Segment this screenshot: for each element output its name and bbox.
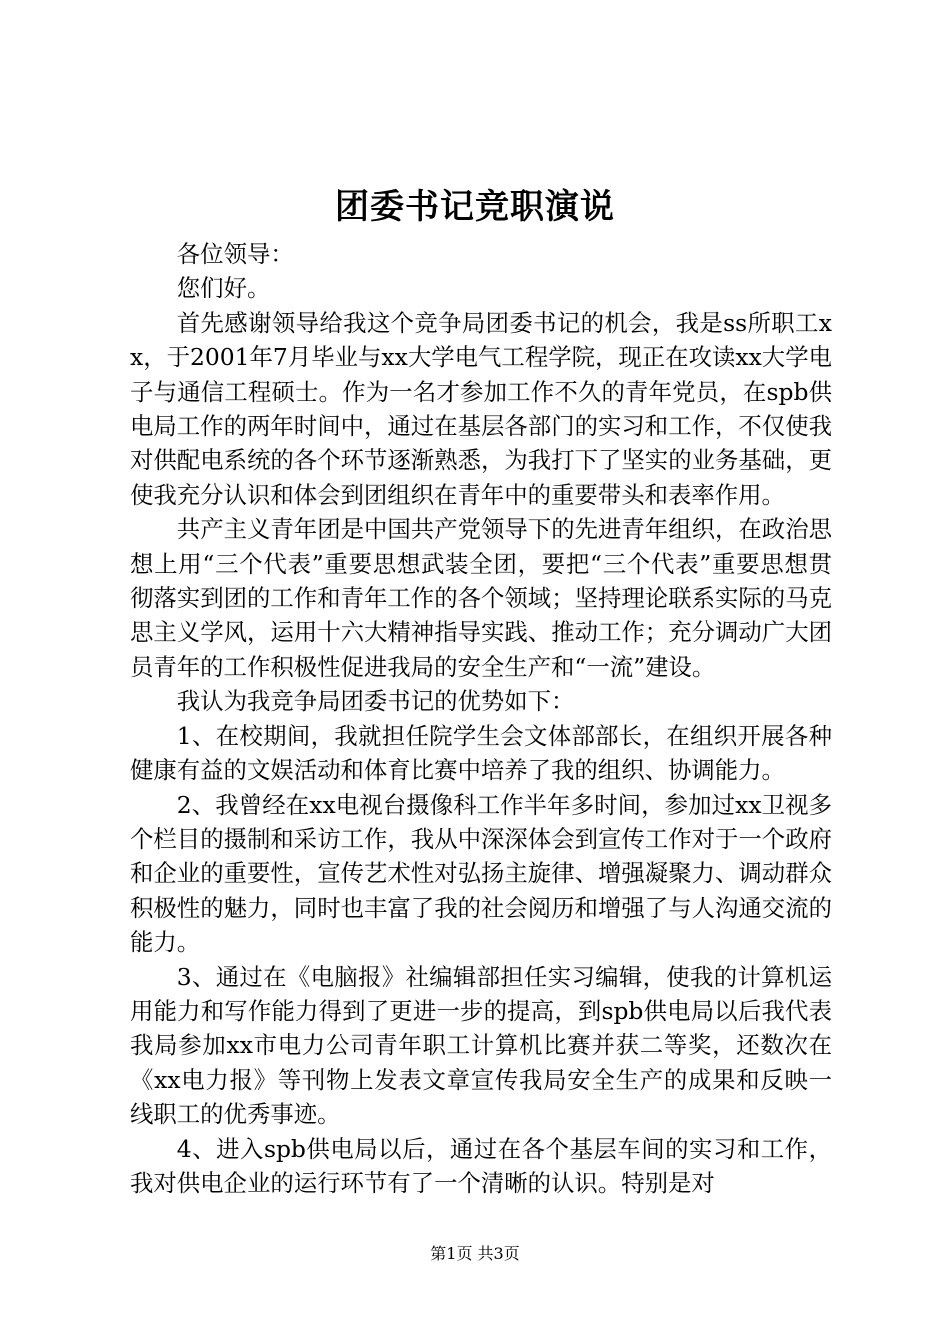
- document-title: 团委书记竞职演说: [335, 187, 615, 227]
- salutation-paragraph: 您们好。: [176, 274, 271, 303]
- advantage-4-paragraph: 4、进入spb供电局以后，通过在各个基层车间的实习和工作，我对供电企业的运行环节有了一个清晰的认识。特别是对: [130, 1134, 832, 1197]
- intro-paragraph: 首先感谢领导给我这个竞争局团委书记的机会，我是ss所职工xx，于2001年7月毕业与xx大学电气工程学院，现正在攻读xx大学电子与通信工程硕士。作为一名才参加工作不久的青年党员，在spb供电局工作的两年时间中，通过在基层各部门的实习和工作，不仅使我对供配电系统的各个环节逐渐熟悉，为我打下了坚实的业务基础，更使我充分认识和体会到团组织在青年中的重要带头和表率作用。: [130, 308, 832, 509]
- advantage-2-paragraph: 2、我曾经在xx电视台摄像科工作半年多时间，参加过xx卫视多个栏目的摄制和采访工作，我从中深深体会到宣传工作对于一个政府和企业的重要性，宣传艺术性对弘扬主旋律、增强凝聚力、调动群众积极性的魅力，同时也丰富了我的社会阅历和增强了与人沟通交流的能力。: [130, 790, 832, 957]
- document-body: [130, 237, 832, 1200]
- page-number-footer: 第1页 共3页: [430, 1244, 520, 1263]
- league-paragraph: 共产主义青年团是中国共产党领导下的先进青年组织，在政治思想上用“三个代表”重要思想武装全团，要把“三个代表”重要思想贯彻落实到团的工作和青年工作的各个领域；坚持理论联系实际的马克思主义学风，运用十六大精神指导实践、推动工作；充分调动广大团员青年的工作积极性促进我局的安全生产和“一流”建设。: [130, 515, 832, 681]
- advantages-heading-paragraph: 我认为我竞争局团委书记的优势如下：: [176, 687, 575, 716]
- greeting-paragraph: 各位领导：: [176, 240, 294, 268]
- advantage-1-paragraph: 1、在校期间，我就担任院学生会文体部部长，在组织开展各种健康有益的文娱活动和体育比赛中培养了我的组织、协调能力。: [130, 721, 832, 785]
- advantage-3-paragraph: 3、通过在《电脑报》社编辑部担任实习编辑，使我的计算机运用能力和写作能力得到了更进一步的提高，到spb供电局以后我代表我局参加xx市电力公司青年职工计算机比赛并获二等奖，还数次在《xx电力报》等刊物上发表文章宣传我局安全生产的成果和反映一线职工的优秀事迹。: [130, 962, 832, 1129]
